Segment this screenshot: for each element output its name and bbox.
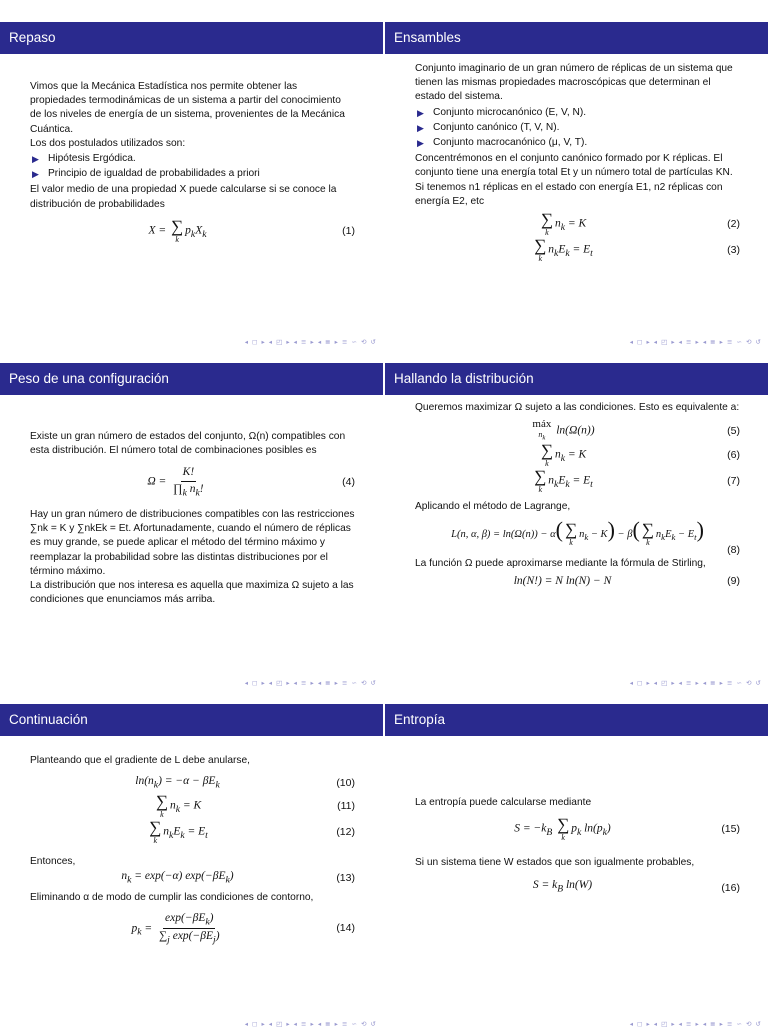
equation-15: $S = -k_B$ ∑ k $p_k$ $\ln(p_k)$ (15) xyxy=(514,815,740,843)
list-item: ▶ Hipótesis Ergódica. xyxy=(30,152,355,166)
bullet-triangle-icon: ▶ xyxy=(32,169,39,180)
equation-number: (1) xyxy=(342,224,355,237)
equation-7: ∑ k $n_kE_k = E_t$ (7) xyxy=(534,467,740,495)
slide-hallando-distribucion xyxy=(385,363,768,693)
equation-5: máx $n_k$ ln(Ω(n)) (5) xyxy=(532,418,740,442)
lagrange-text: Aplicando el método de Lagrange, xyxy=(415,501,571,513)
ensembles-list xyxy=(415,106,740,151)
equiprobable-text: Si un sistema tiene W estados que son igualmente probables, xyxy=(415,857,695,869)
postulates-lead: Los dos postulados utilizados son: xyxy=(30,137,186,149)
equation-3: ∑ k $n_kE_k = E_t$ (3) xyxy=(534,236,740,264)
stirling-text: La función Ω puede aproximarse mediante la fórmula de Stirling, xyxy=(415,558,706,570)
list-item: ▶ Conjunto macrocanónico (μ, V, T). xyxy=(415,136,740,150)
postulates-list xyxy=(30,152,355,181)
eliminating-text: Eliminando α de modo de cumplir las condiciones de contorno, xyxy=(30,892,314,904)
list-item: ▶ Principio de igualdad de probabilidades a priori xyxy=(30,167,355,181)
equation-number: (12) xyxy=(336,825,355,838)
bullet-triangle-icon: ▶ xyxy=(417,107,424,118)
beamer-nav-icons[interactable]: ◂ ◻ ▸ ◂ ◰ ▸ ◂ ≡ ▸ ◂ ≣ ▸ ≡ ∽ ⟲ ↺ xyxy=(244,679,377,687)
slide-intro: Vimos que la Mecánica Estadística nos permite obtener las propiedades termodinámicas de un sistema a partir del conocimiento de los niveles de energía de un sistema, provenientes de la Mecánica Cuántica. xyxy=(30,81,345,135)
slide-ensambles xyxy=(385,22,768,352)
bullet-triangle-icon: ▶ xyxy=(32,154,39,165)
distributions-text: Hay un gran número de distribuciones compatibles con las restricciones ∑nk = K y ∑nkEk = Et. Afortunadamente, cuando el número de réplicas es muy grande, se puede aplicar el método del término máximo y reemplazar la probabilidad sobre las distintas distribuciones por el término máximo. xyxy=(30,508,355,577)
equation-11: ∑ k $n_k = K$ (11) xyxy=(155,791,355,819)
equation-number: (6) xyxy=(727,449,740,462)
equation-number: (15) xyxy=(721,823,740,836)
equation-1: X = ∑ k $p_kX_k$ (1) xyxy=(148,216,355,244)
slide-peso-configuracion xyxy=(0,363,383,693)
equation-number: (5) xyxy=(727,424,740,437)
equation-10: $\ln(n_k) = -\alpha - \beta E_k$ (10) xyxy=(135,775,355,791)
slide-title: Hallando la distribución xyxy=(385,363,768,395)
mean-text: El valor medio de una propiedad X puede calcularse si se conoce la distribución de probabilidades xyxy=(30,184,337,210)
beamer-nav-icons[interactable]: ◂ ◻ ▸ ◂ ◰ ▸ ◂ ≡ ▸ ◂ ≣ ▸ ≡ ∽ ⟲ ↺ xyxy=(629,1020,762,1028)
bullet-triangle-icon: ▶ xyxy=(417,138,424,149)
equation-number: (10) xyxy=(336,777,355,790)
slide-repaso xyxy=(0,22,383,352)
entropy-text: La entropía puede calcularse mediante xyxy=(415,797,592,808)
list-item: ▶ Conjunto microcanónico (E, V, N). xyxy=(415,106,740,120)
equation-number: (4) xyxy=(342,476,355,489)
slide-continuacion xyxy=(0,704,383,1034)
slide-title: Ensambles xyxy=(385,22,768,54)
slide-title: Peso de una configuración xyxy=(0,363,383,395)
slide-title: Repaso xyxy=(0,22,383,54)
equation-number: (11) xyxy=(337,799,355,812)
equation-number: (8) xyxy=(727,544,740,557)
equation-number: (16) xyxy=(721,881,740,894)
equation-8: L(n, α, β) = ln(Ω(n)) − α( ∑ k $n_k - K) - \beta$( ∑ k $n_kE_k - E_t$) xyxy=(451,516,704,548)
beamer-nav-icons[interactable]: ◂ ◻ ▸ ◂ ◰ ▸ ◂ ≡ ▸ ◂ ≣ ▸ ≡ ∽ ⟲ ↺ xyxy=(629,679,762,687)
equation-2: ∑ k $n_k = K$ (2) xyxy=(540,210,740,238)
beamer-nav-icons[interactable]: ◂ ◻ ▸ ◂ ◰ ▸ ◂ ≡ ▸ ◂ ≣ ▸ ≡ ∽ ⟲ ↺ xyxy=(244,338,377,346)
equation-number: (7) xyxy=(727,475,740,488)
states-text: Existe un gran número de estados del conjunto, Ω(n) compatibles con esta distribución. El número total de combinaciones posibles es xyxy=(30,431,346,457)
beamer-nav-icons[interactable]: ◂ ◻ ▸ ◂ ◰ ▸ ◂ ≡ ▸ ◂ ≣ ▸ ≡ ∽ ⟲ ↺ xyxy=(244,1020,377,1028)
equation-13: $n_k = \exp(-\alpha)$ $\exp(-\beta E_k)$ (13) xyxy=(121,869,355,886)
maximize-intro: Queremos maximizar Ω sujeto a las condiciones. Esto es equivalente a: xyxy=(415,402,740,413)
beamer-nav-icons[interactable]: ◂ ◻ ▸ ◂ ◰ ▸ ◂ ≡ ▸ ◂ ≣ ▸ ≡ ∽ ⟲ ↺ xyxy=(629,338,762,346)
equation-number: (9) xyxy=(727,574,740,587)
slide-entropia xyxy=(385,704,768,1034)
equation-9: ln(N!) = N ln(N) − N (9) xyxy=(513,574,740,587)
equation-number: (14) xyxy=(336,922,355,935)
canonical-text: Concentrémonos en el conjunto canónico formado por K réplicas. El conjunto tiene una energía total Et y un número total de partículas KN. Si tenemos n1 réplicas en el estado con energía E1, n2 réplicas con energía E2, etc xyxy=(415,153,733,207)
then-text: Entonces, xyxy=(30,855,76,867)
slide-title: Entropía xyxy=(385,704,768,736)
equation-6: ∑ k $n_k = K$ (6) xyxy=(540,441,740,469)
equation-number: (3) xyxy=(727,243,740,256)
list-item: ▶ Conjunto canónico (T, V, N). xyxy=(415,121,740,135)
bullet-triangle-icon: ▶ xyxy=(417,122,424,133)
maximize-text: La distribución que nos interesa es aquella que maximiza Ω sujeto a las condiciones que enunciamos más arriba. xyxy=(30,579,354,606)
gradient-text: Planteando que el gradiente de L debe anularse, xyxy=(30,755,250,766)
equation-number: (2) xyxy=(727,217,740,230)
equation-12: ∑ k $n_kE_k = E_t$ (12) xyxy=(149,817,355,845)
equation-number: (13) xyxy=(336,872,355,885)
slide-intro: Conjunto imaginario de un gran número de réplicas de un sistema que tienen las mismas propiedades macroscópicas que determinan el estado del sistema. xyxy=(415,63,733,103)
slide-title: Continuación xyxy=(0,704,383,736)
equation-4: Ω = $\frac{K!}{\prod_k n_k!}$ (4) xyxy=(147,466,355,498)
equation-16: $S = k_B$ ln(W) (16) xyxy=(532,879,740,895)
equation-14: $p_k$ = $\frac{\exp(-\beta E_k)}{\sum_j \exp(-\beta E_j)}$ (14) xyxy=(131,911,355,946)
